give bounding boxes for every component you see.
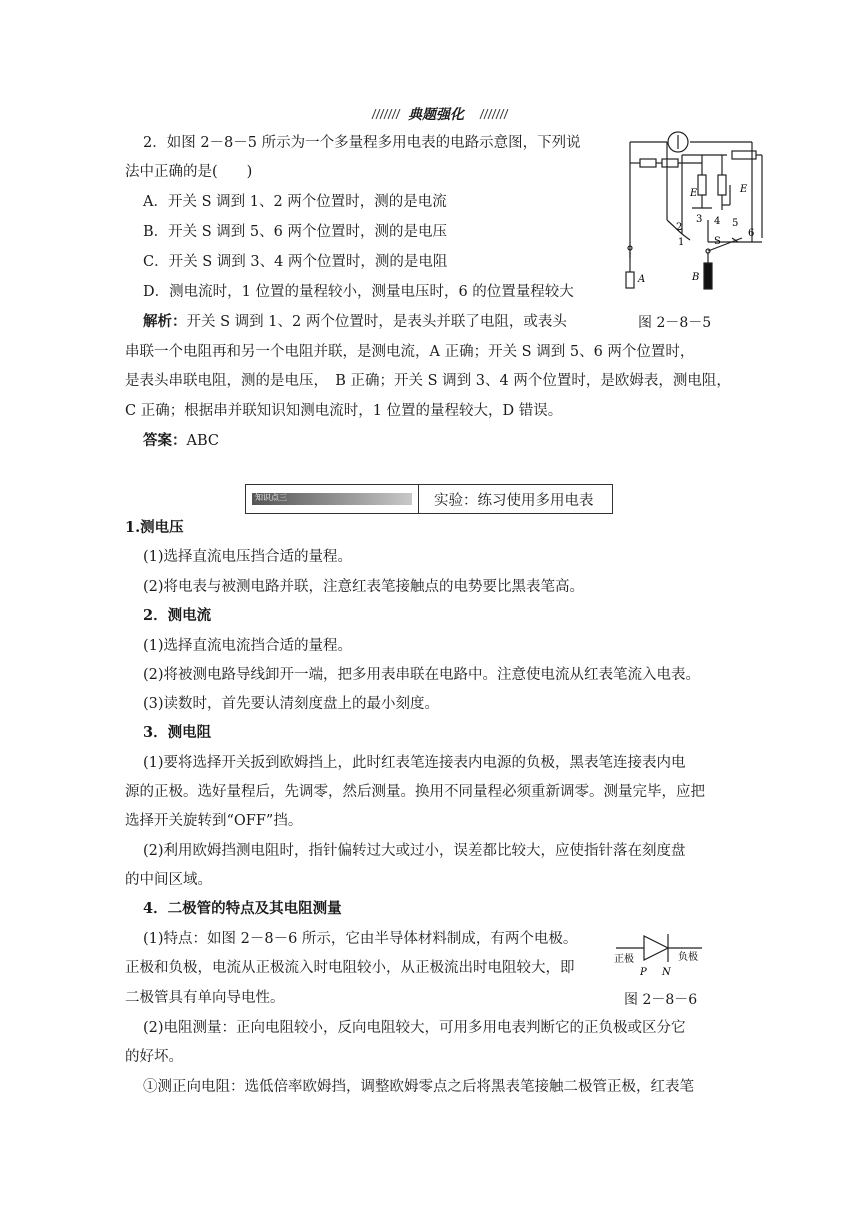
- section-1-item-1: (1)选择直流电压挡合适的量程。: [143, 549, 353, 565]
- section-3-item-1: (1)要将选择开关扳到欧姆挡上，此时红表笔连接表内电源的负极，黑表笔连接表内电: [143, 755, 686, 771]
- figure-caption-2-8-5: 图 2－8－5: [638, 315, 712, 331]
- knowledge-point-tag-bar: [252, 493, 412, 505]
- section-4-item-6: ①测正向电阻：选低倍率欧姆挡，调整欧姆零点之后将黑表笔接触二极管正极，红表笔: [143, 1079, 694, 1095]
- label-s: S: [714, 236, 721, 247]
- analysis-line4: C 正确；根据串并联知识知测电流时，1 位置的量程较大，D 错误。: [125, 403, 563, 419]
- section-4-item-5: 的好坏。: [125, 1049, 183, 1065]
- section-3-item-2: 源的正极。选好量程后，先调零，然后测量。换用不同量程必须重新调零。测量完毕，应把: [125, 784, 705, 800]
- diode-label-negative: 负极: [678, 952, 698, 963]
- label-3: 3: [696, 214, 703, 225]
- analysis-line2: 串联一个电阻再和另一个电阻并联，是测电流，A 正确；开关 S 调到 5、6 两个位置时，: [125, 344, 695, 360]
- option-b: B．开关 S 调到 5、6 两个位置时，测的是电压: [143, 224, 447, 240]
- answer-line: [143, 431, 219, 451]
- analysis-text1: 开关 S 调到 1、2 两个位置时，是表头并联了电阻，或表头: [186, 314, 567, 330]
- section-2-item-2: (2)将被测电路导线卸开一端，把多用表串联在电路中。注意使电流从红表笔流入电表。: [143, 667, 701, 683]
- answer-value: ABC: [186, 433, 219, 449]
- label-5: 5: [732, 218, 739, 229]
- question-stem-line2: 法中正确的是( ): [125, 164, 253, 180]
- label-4: 4: [714, 216, 721, 227]
- question-stem-line1: 2．如图 2－8－5 所示为一个多量程多用电表的电路示意图，下列说: [143, 135, 581, 151]
- analysis-line3: 是表头串联电阻，测的是电压， B 正确；开关 S 调到 3、4 两个位置时，是欧姆表，测电阻，: [125, 373, 731, 389]
- section-3-heading: 3．测电阻: [143, 724, 212, 741]
- label-a: A: [638, 274, 646, 285]
- diode-symbol-icon: [612, 930, 712, 978]
- label-2: 2: [676, 222, 683, 233]
- diode-label-p: P: [640, 967, 647, 978]
- section-4-item-2: 正极和负极，电流从正极流入时电阻较小，从正极流出时电阻较大，即: [125, 960, 575, 976]
- analysis-label: 解析：: [143, 313, 187, 330]
- label-e2: E: [740, 184, 748, 195]
- multimeter-circuit-diagram: [612, 130, 772, 295]
- section-2-item-1: (1)选择直流电流挡合适的量程。: [143, 638, 353, 654]
- option-a: A．开关 S 调到 1、2 两个位置时，测的是电流: [143, 194, 447, 210]
- section-4-item-3: 二极管具有单向导电性。: [125, 990, 285, 1006]
- label-1: 1: [678, 237, 685, 248]
- section-header: [370, 105, 510, 123]
- label-b: B: [692, 272, 700, 283]
- analysis-line1: [143, 312, 567, 332]
- option-c: C．开关 S 调到 3、4 两个位置时，测的是电阻: [143, 254, 448, 270]
- option-d: D．测电流时，1 位置的量程较小，测量电压时，6 的位置量程较大: [143, 284, 574, 300]
- label-e1: E: [690, 188, 698, 199]
- section-4-item-4: (2)电阻测量：正向电阻较小，反向电阻较大，可用多用电表判断它的正负极或区分它: [143, 1020, 686, 1036]
- knowledge-point-tag: 知识点三: [255, 493, 287, 502]
- diode-label-positive: 正极: [614, 954, 634, 965]
- section-1-heading: 1.测电压: [125, 519, 184, 536]
- section-2-heading: 2．测电流: [143, 607, 212, 624]
- section-3-item-4: (2)利用欧姆挡测电阻时，指针偏转过大或过小，误差都比较大，应使指针落在刻度盘: [143, 843, 686, 859]
- section-3-item-5: 的中间区域。: [125, 872, 212, 888]
- knowledge-point-title: 实验：练习使用多用电表: [434, 493, 594, 509]
- knowledge-point-box: [245, 484, 613, 514]
- section-4-heading: 4．二极管的特点及其电阻测量: [143, 900, 342, 917]
- section-header-title: 典题强化: [408, 107, 464, 123]
- section-4-item-1: (1)特点：如图 2－8－6 所示，它由半导体材料制成，有两个电极。: [143, 931, 578, 947]
- figure-caption-2-8-6: 图 2－8－6: [624, 992, 698, 1008]
- section-2-item-3: (3)读数时，首先要认清刻度盘上的最小刻度。: [143, 696, 440, 712]
- label-6: 6: [748, 228, 755, 239]
- diode-label-n: N: [662, 967, 671, 978]
- knowledge-point-divider: [418, 485, 419, 513]
- answer-label: 答案：: [143, 432, 187, 449]
- section-1-item-2: (2)将电表与被测电路并联，注意红表笔接触点的电势要比黑表笔高。: [143, 579, 585, 595]
- section-3-item-3: 选择开关旋转到“OFF”挡。: [125, 813, 303, 829]
